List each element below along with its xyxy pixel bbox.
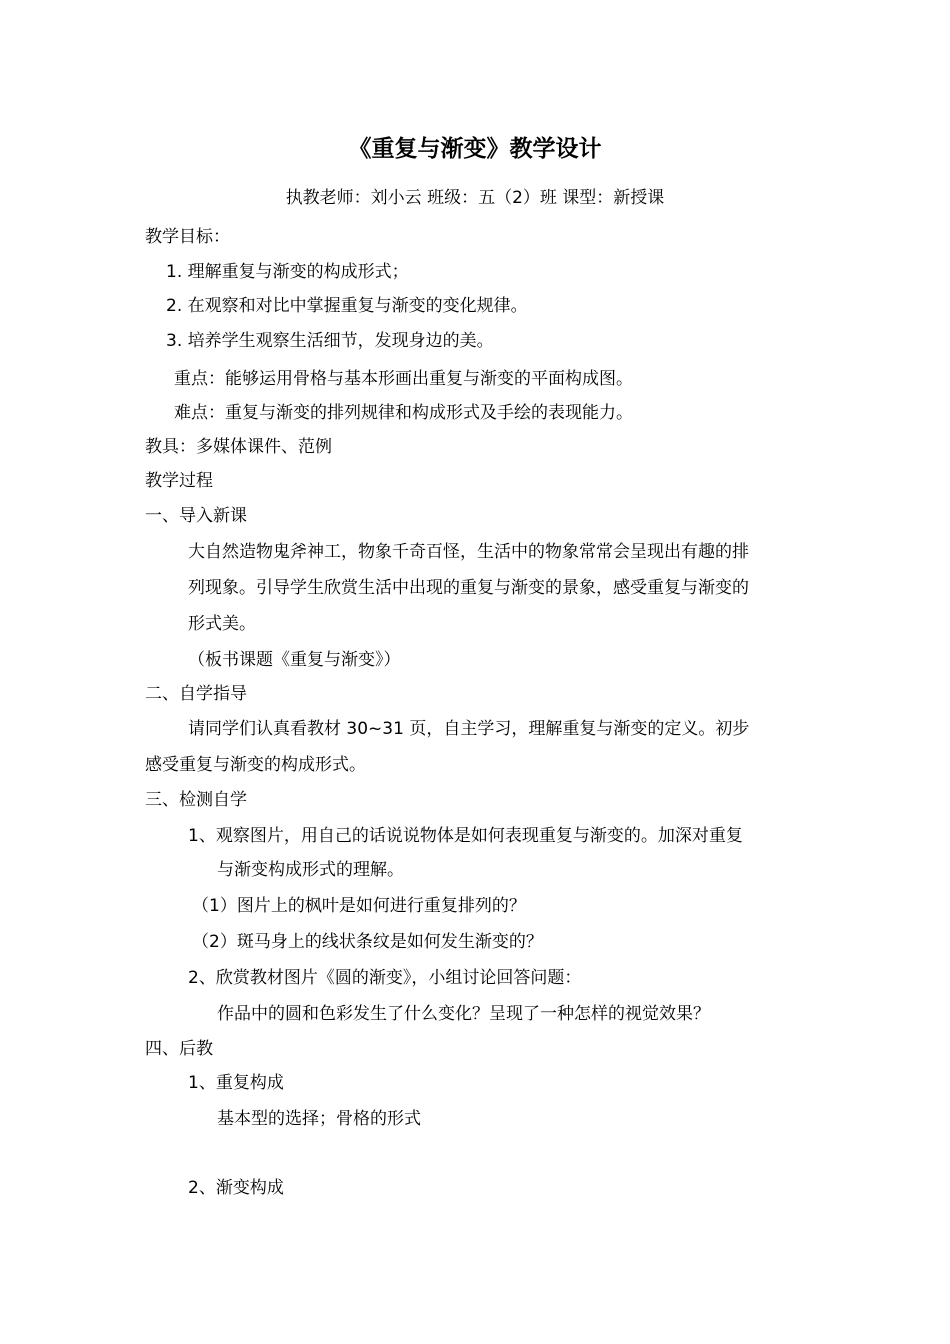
paragraph-line: 列现象。引导学生欣赏生活中出现的重复与渐变的景象，感受重复与渐变的 [188, 578, 749, 598]
goal-number: 3. [166, 331, 183, 351]
goal-item [166, 330, 494, 352]
board-note: （板书课题《重复与渐变》） [188, 650, 401, 670]
paragraph-line: 大自然造物鬼斧神工，物象千奇百怪，生活中的物象常常会呈现出有趣的排 [188, 542, 749, 562]
goal-number: 2. [166, 296, 183, 316]
goal-item [166, 261, 409, 283]
question-item: （1）图片上的枫叶是如何进行重复排列的？ [192, 896, 526, 916]
section-heading: 三、检测自学 [145, 790, 247, 810]
goal-text: 培养学生观察生活细节，发现身边的美。 [187, 331, 494, 351]
goal-number: 1. [166, 262, 183, 282]
goals-heading: 教学目标： [145, 227, 230, 247]
paragraph-line: 请同学们认真看教材 30~31 页，自主学习，理解重复与渐变的定义。初步 [188, 719, 750, 739]
paragraph-line: 基本型的选择；骨格的形式 [217, 1109, 421, 1129]
paragraph-line: 与渐变构成形式的理解。 [217, 860, 404, 880]
difficult-point: 难点：重复与渐变的排列规律和构成形式及手绘的表现能力。 [174, 403, 633, 423]
section-heading: 四、后教 [145, 1039, 213, 1059]
document-title: 《重复与渐变》教学设计 [348, 136, 602, 162]
paragraph-line: 1、观察图片，用自己的话说说物体是如何表现重复与渐变的。加深对重复 [188, 826, 743, 846]
subsection-heading: 2、渐变构成 [188, 1178, 284, 1198]
section-heading: 一、导入新课 [145, 506, 247, 526]
question-item: （2）斑马身上的线状条纹是如何发生渐变的？ [192, 932, 543, 952]
goal-text: 理解重复与渐变的构成形式； [187, 262, 409, 282]
process-heading: 教学过程 [145, 471, 213, 491]
subsection-heading: 1、重复构成 [188, 1073, 284, 1093]
goal-item [166, 295, 528, 317]
paragraph-line: 形式美。 [188, 614, 256, 634]
paragraph-line: 感受重复与渐变的构成形式。 [145, 755, 366, 775]
goal-text: 在观察和对比中掌握重复与渐变的变化规律。 [187, 296, 528, 316]
teaching-tools: 教具：多媒体课件、范例 [145, 437, 332, 457]
paragraph-line: 2、欣赏教材图片《圆的渐变》，小组讨论回答问题： [188, 968, 582, 988]
section-heading: 二、自学指导 [145, 684, 247, 704]
key-point: 重点：能够运用骨格与基本形画出重复与渐变的平面构成图。 [174, 369, 633, 389]
paragraph-line: 作品中的圆和色彩发生了什么变化？呈现了一种怎样的视觉效果？ [217, 1004, 710, 1024]
teacher-info: 执教老师：刘小云 班级：五（2）班 课型：新授课 [285, 188, 665, 208]
